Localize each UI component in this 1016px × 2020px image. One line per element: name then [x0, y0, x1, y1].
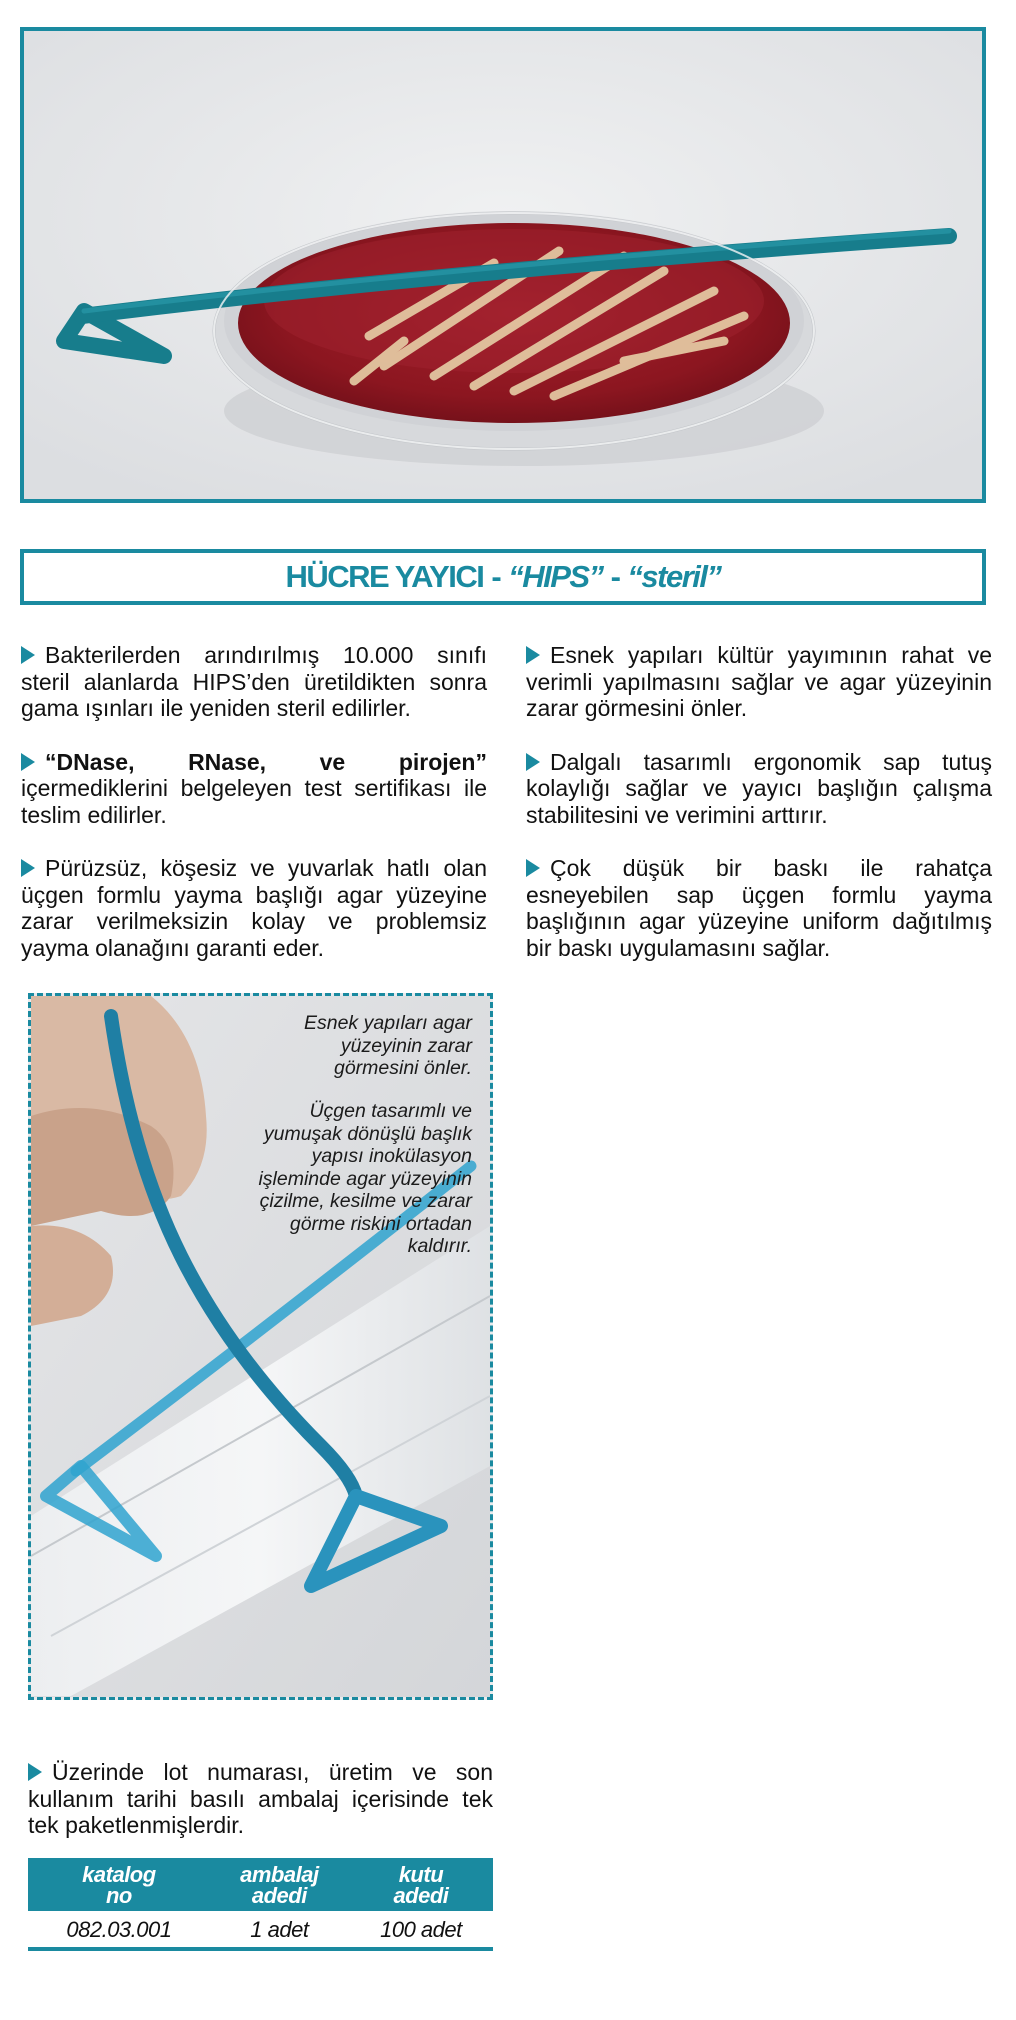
table-row	[28, 1911, 493, 1949]
arrow-bullet-icon	[21, 859, 35, 877]
header-package-qty: ambalaj adedi	[210, 1858, 349, 1911]
feature-bold-text: “DNase, RNase, ve pirojen”	[45, 748, 487, 775]
feature-item: Bakterilerden arındırılmış 10.000 sınıfı steril alanlarda HIPS’den üretildikten sonra gama ışınları ile yeniden steril edilirler.	[21, 642, 487, 721]
arrow-bullet-icon	[526, 859, 540, 877]
feature-item: Esnek yapıları kültür yayımının rahat ve verimli yapılmasını sağlar ve agar yüzeyinin zarar görmesini önler.	[526, 642, 992, 721]
hero-photo	[20, 27, 986, 503]
cell-package-qty: 1 adet	[210, 1911, 349, 1949]
features-right-column	[526, 642, 992, 988]
header-box-qty: kutu adedi	[349, 1858, 493, 1911]
title-separator: -	[610, 559, 620, 594]
feature-item: Dalgalı tasarımlı ergonomik sap tutuş kolaylığı sağlar ve yayıcı başlığın çalışma stabilitesini ve verimini arttırır.	[526, 748, 992, 828]
title-material: “HIPS”	[508, 559, 603, 594]
table-header-row	[28, 1858, 493, 1911]
arrow-bullet-icon	[28, 1763, 42, 1781]
title-separator: -	[491, 559, 501, 594]
product-title-box	[20, 549, 986, 605]
feature-item: Pürüzsüz, köşesiz ve yuvarlak hatlı olan üçgen formlu yayma başlığı agar yüzeyine zarar verilmeksizin kolay ve problemsiz yayma olanağını garanti eder.	[21, 855, 487, 961]
photo-caption: Üçgen tasarımlı ve yumuşak dönüşlü başlık yapısı inokülasyon işleminde agar yüzeyinin çizilme, kesilme ve zarar görme riskini ortadan kaldırır.	[258, 1100, 472, 1257]
features-left-column	[21, 642, 487, 988]
arrow-bullet-icon	[21, 646, 35, 664]
photo-caption: Esnek yapıları agar yüzeyinin zarar görmesini önler.	[303, 1012, 472, 1079]
petri-dish-illustration	[24, 31, 982, 499]
header-catalog-no: katalog no	[28, 1858, 210, 1911]
arrow-bullet-icon	[526, 646, 540, 664]
spreader-package-photo	[28, 993, 493, 1700]
feature-item: Çok düşük bir baskı ile rahatça esneyebilen sap üçgen formlu yayma başlığının agar yüzeyine uniform dağıtılmış bir baskı uygulamasını sağlar.	[526, 855, 992, 961]
cell-box-qty: 100 adet	[349, 1911, 493, 1949]
feature-item: “DNase, RNase, ve pirojen” içermediklerini belgeleyen test sertifikası ile teslim edilirler.	[21, 748, 487, 828]
arrow-bullet-icon	[526, 753, 540, 771]
title-main: HÜCRE YAYICI	[285, 559, 484, 594]
title-sterile: “steril”	[627, 559, 721, 594]
catalog-table	[28, 1858, 493, 1951]
arrow-bullet-icon	[21, 753, 35, 771]
cell-catalog-no: 082.03.001	[28, 1911, 210, 1949]
product-title	[285, 559, 720, 595]
package-note: Üzerinde lot numarası, üretim ve son kullanım tarihi basılı ambalaj içerisinde tek tek paketlenmişlerdir.	[28, 1759, 493, 1838]
